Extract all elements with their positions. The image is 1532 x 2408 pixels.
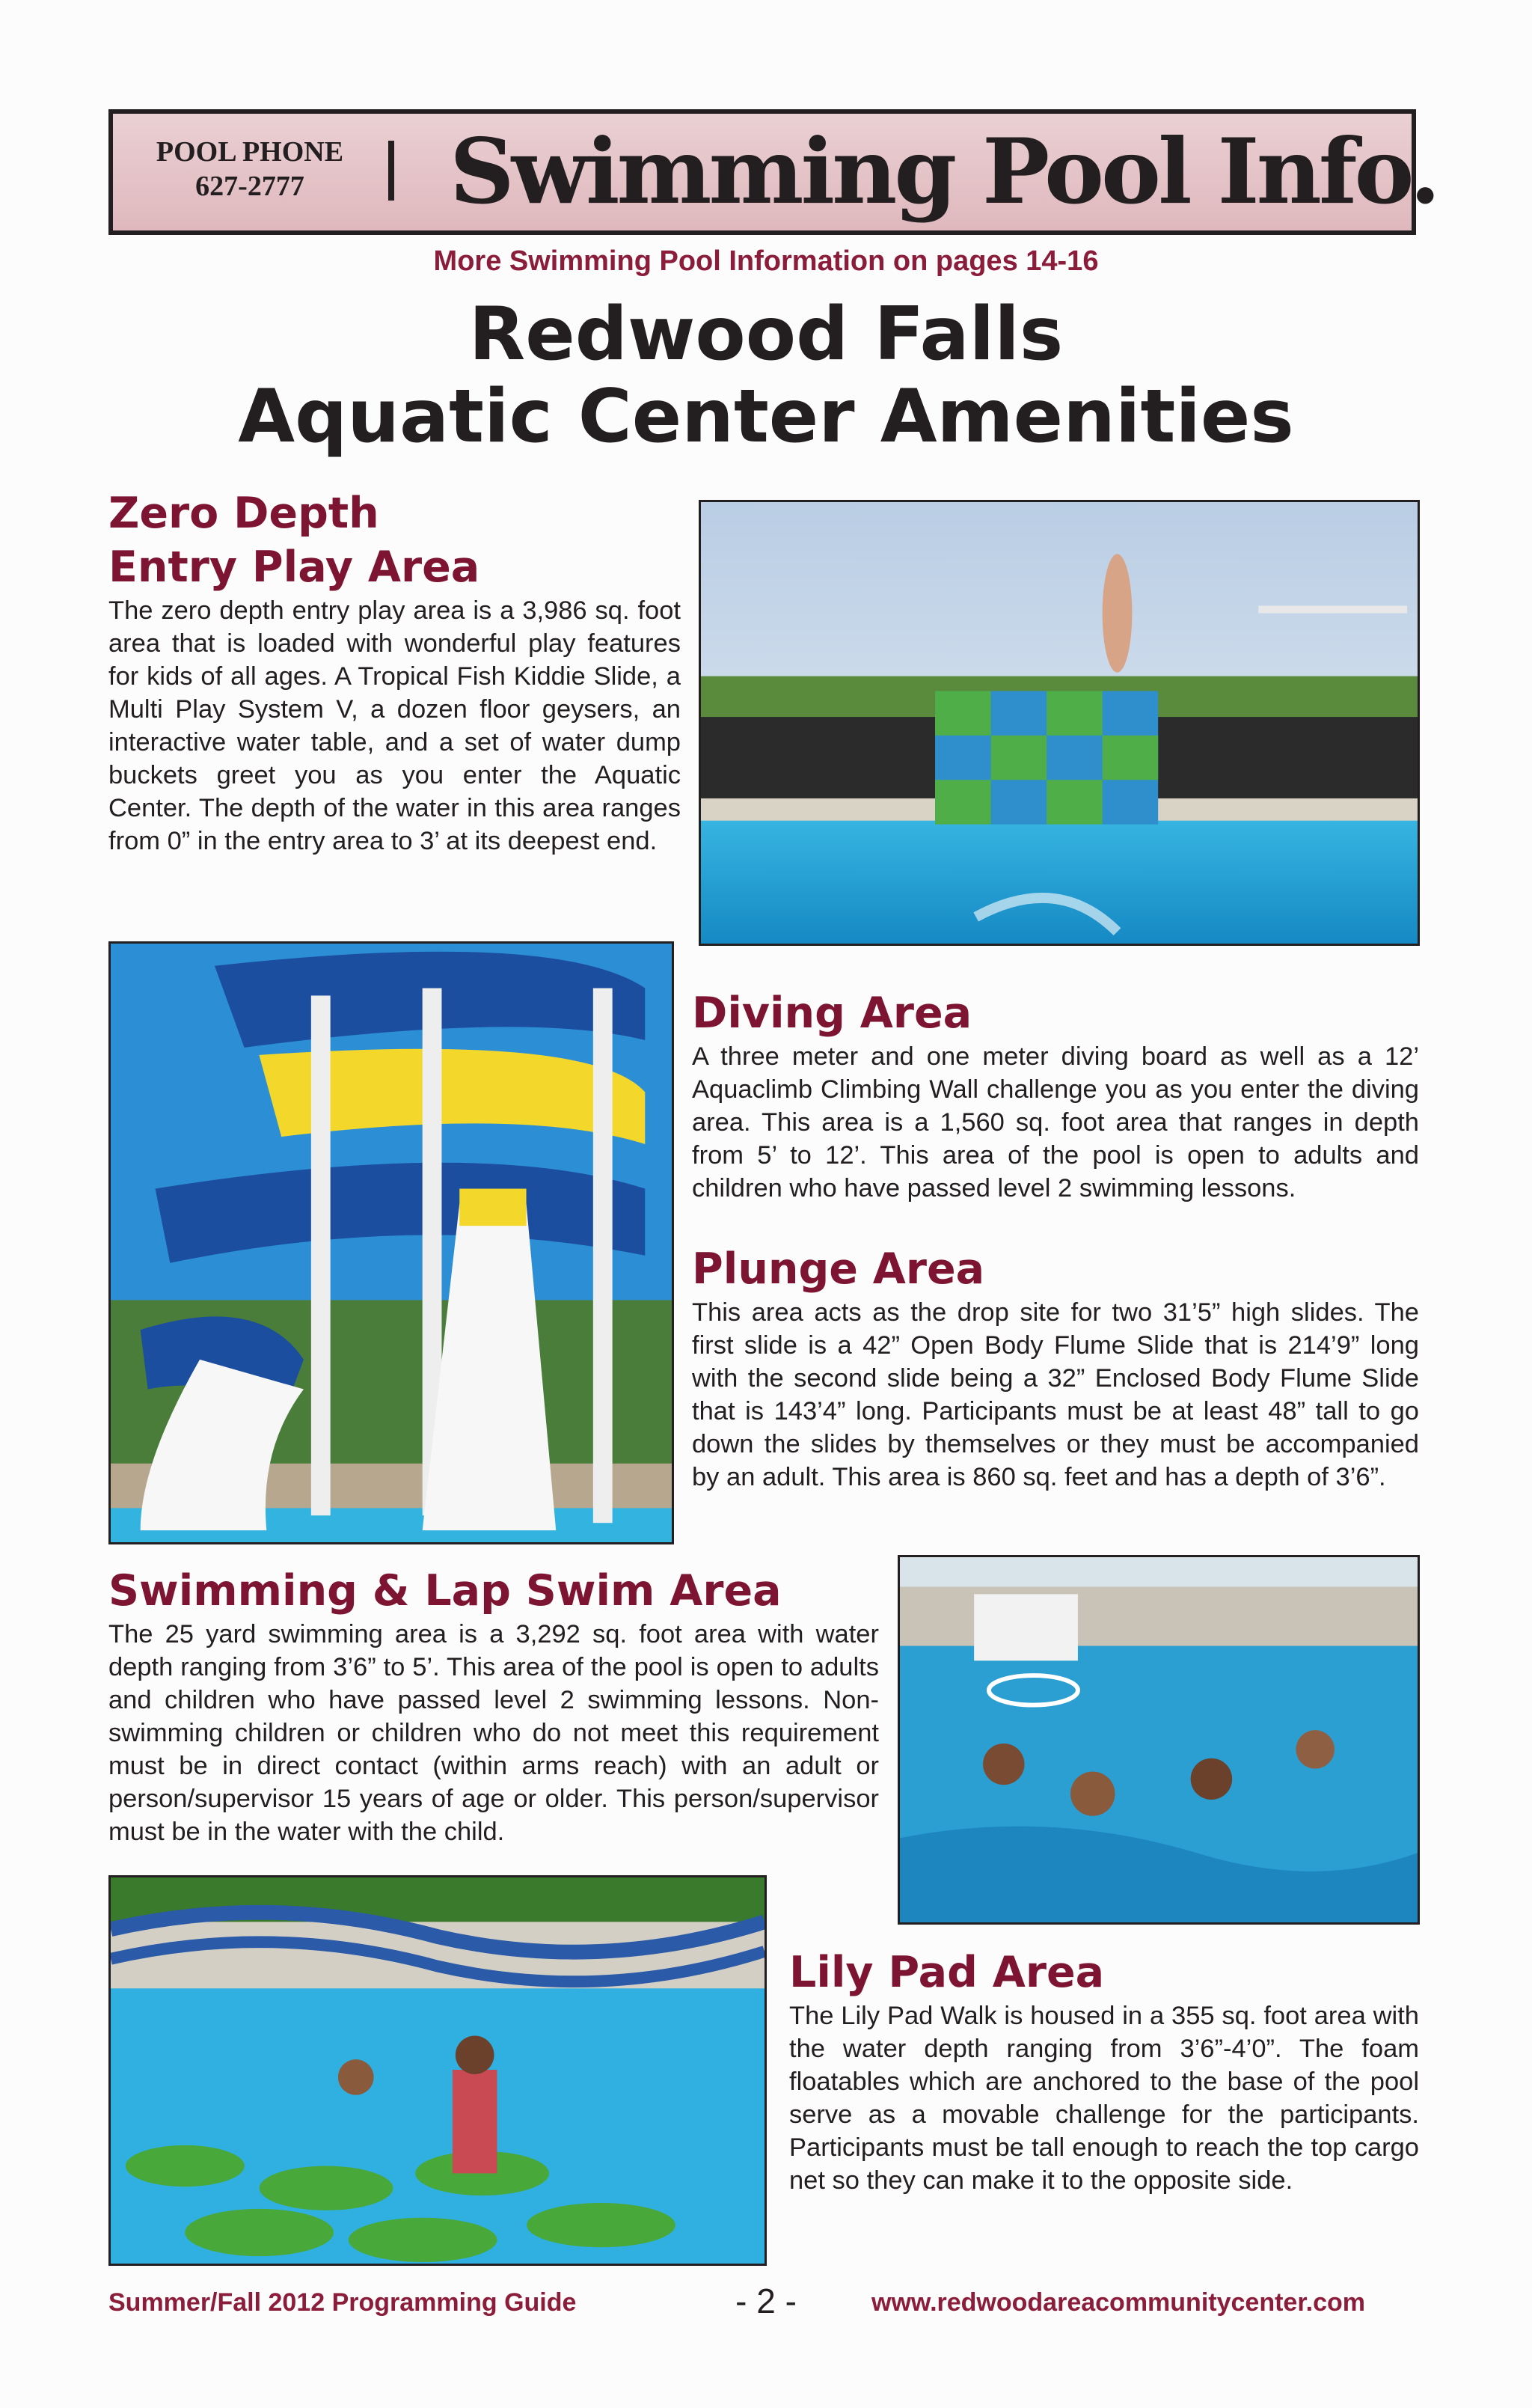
header-banner [108, 109, 1438, 235]
lily-pad-photo [108, 1875, 767, 2266]
lily-pad-heading: Lily Pad Area [789, 1948, 1105, 1997]
pool-phone-number: 627-2777 [195, 171, 304, 202]
plunge-section [692, 1242, 1419, 1494]
lap-swim-body: The 25 yard swimming area is a 3,292 sq. foot area with water depth ranging from 3’6” to 5’. This area of the pool is open to adults and children who have passed level 2 swimming lessons. Non-swimming children or children who do not meet this requirement must be in direct contact (within arms reach) with an adult or person/supervisor 15 years of age or older. This person/supervisor must be in the water with the child. [108, 1620, 879, 1846]
lily-pad-section [789, 1946, 1419, 2197]
zero-depth-heading-line1: Zero Depth [108, 489, 379, 538]
diving-body: A three meter and one meter diving board as well as a 12’ Aquaclimb Climbing Wall challenge you as you enter the diving area. This area is a 1,560 sq. foot area that ranges in depth from 5’ to 12’. This area of the pool is open to adults and children who have passed level 2 swimming lessons. [692, 1042, 1419, 1203]
header-separator [388, 141, 394, 201]
main-title-line1: Redwood Falls [468, 292, 1064, 377]
page-title: Swimming Pool Info. [450, 119, 1438, 224]
swimmers-photo [898, 1555, 1420, 1925]
lap-swim-heading: Swimming & Lap Swim Area [108, 1566, 782, 1616]
zero-depth-heading-line2: Entry Play Area [108, 543, 480, 592]
footer-guide: Summer/Fall 2012 Programming Guide [108, 2288, 577, 2317]
diving-section [692, 986, 1419, 1205]
diving-heading: Diving Area [692, 988, 972, 1038]
water-slides-photo [108, 941, 674, 1544]
pool-phone [141, 135, 358, 204]
lily-pad-body: The Lily Pad Walk is housed in a 355 sq. foot area with the water depth ranging from 3’6”-4’0”. The foam floatables which are anchored to the base of the pool serve as a movable challenge for the participants. Participants must be tall enough to reach the top cargo net so they can make it to the opposite side. [789, 2002, 1419, 2195]
plunge-heading: Plunge Area [692, 1244, 985, 1294]
page-number: - 2 - [735, 2282, 797, 2320]
plunge-body: This area acts as the drop site for two 31’5” high slides. The first slide is a 42” Open Body Flume Slide that is 214’9” long with the second slide being a 32” Enclosed Body Flume Slide that is 143’4” long. Participants must be at least 48” tall to go down the slides by themselves or they must be accompanied by an adult. This area is 860 sq. feet and has a depth of 3’6”. [692, 1298, 1419, 1491]
zero-depth-body: The zero depth entry play area is a 3,986 sq. foot area that is loaded with wonderful play features for kids of all ages. A Tropical Fish Kiddie Slide, a Multi Play System V, a dozen floor geysers, an interactive water table, and a set of water dump buckets greet you as you enter the Aquatic Center. The depth of the water in this area ranges from 0” in the entry area to 3’ at its deepest end. [108, 596, 681, 855]
main-title-line2: Aquatic Center Amenities [238, 374, 1294, 459]
climbing-wall-photo [699, 500, 1420, 946]
main-title [0, 293, 1532, 458]
pool-phone-label: POOL PHONE [156, 136, 344, 168]
zero-depth-section [108, 486, 681, 858]
footer-website[interactable]: www.redwoodareacommunitycenter.com [871, 2288, 1366, 2317]
lap-swim-section [108, 1564, 879, 1848]
more-info-note: More Swimming Pool Information on pages 14-16 [433, 245, 1099, 277]
